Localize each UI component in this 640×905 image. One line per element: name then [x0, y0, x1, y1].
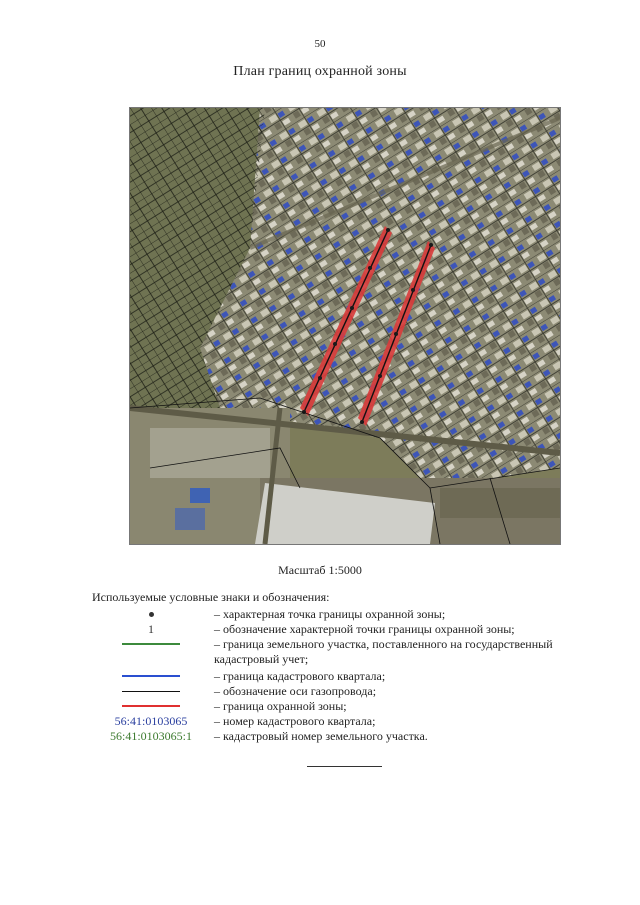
legend-description: – обозначение характерной точки границы охранной зоны; — [214, 622, 515, 636]
satellite-map — [129, 107, 561, 545]
cadastral-plot-number-sample: 56:41:0103065:1 — [109, 729, 192, 743]
pipeline-axis-line-icon — [122, 691, 180, 692]
cadastral-block-boundary-line-icon — [122, 675, 180, 677]
point-marker-icon — [149, 612, 154, 617]
land-plot-boundary-line-icon — [122, 643, 180, 645]
legend-description: – характерная точка границы охранной зоны; — [214, 607, 446, 621]
legend-description: – кадастровый номер земельного участка. — [214, 729, 428, 743]
page-number: 50 — [314, 38, 326, 50]
legend-item — [90, 669, 610, 683]
closing-divider — [307, 766, 382, 767]
map-scale: Масштаб 1:5000 — [278, 563, 362, 577]
legend-item — [90, 729, 610, 743]
point-number-sample: 1 — [148, 622, 154, 636]
legend-description: – обозначение оси газопровода; — [214, 684, 377, 698]
legend-item — [90, 684, 610, 698]
protection-zone-boundary-line-icon — [122, 705, 180, 707]
legend-description: – граница земельного участка, поставленного на государственный кадастровый учет; — [214, 637, 553, 666]
legend-description: – граница охранной зоны; — [214, 699, 347, 713]
legend-item — [90, 637, 610, 666]
legend-item — [90, 622, 610, 636]
page-title: План границ охранной зоны — [233, 64, 407, 79]
legend-description: – номер кадастрового квартала; — [214, 714, 376, 728]
legend-item — [90, 699, 610, 713]
legend-heading: Используемые условные знаки и обозначения: — [92, 590, 330, 604]
legend-description: – граница кадастрового квартала; — [214, 669, 386, 683]
legend-item — [90, 714, 610, 728]
legend-item — [90, 607, 610, 621]
cadastral-block-number-sample: 56:41:0103065 — [114, 714, 188, 728]
